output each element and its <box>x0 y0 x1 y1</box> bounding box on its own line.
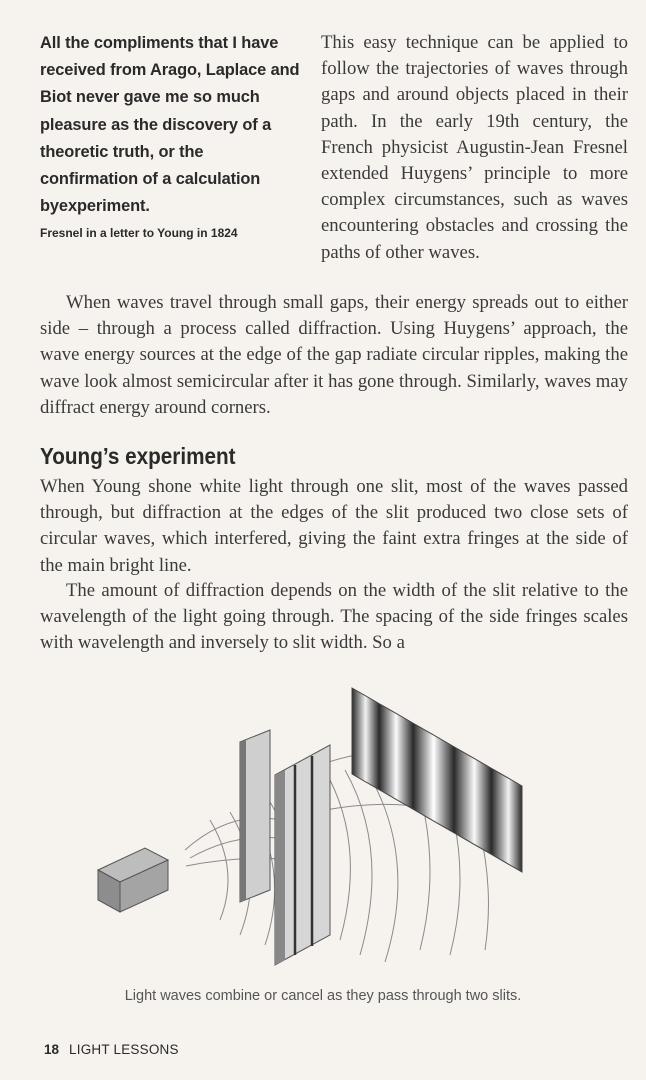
intro-column-text: This easy technique can be applied to follow the trajectories of waves through gaps and around objects placed in their path. In the early 19th century, the French physicist Augustin-Jean Fresnel extended Huygens’ principle to more complex circumstances, such as waves encountering obstacles and crossing the paths of other waves. <box>321 32 628 263</box>
double-slit-barrier <box>275 745 330 965</box>
paragraph-young-2: The amount of diffraction depends on the width of the slit relative to the wavelength of the light going through. The spacing of the side fringes scales with wavelength and inversely to slit width. So a <box>40 580 628 654</box>
quote-attribution: Fresnel in a letter to Young in 1824 <box>40 226 238 241</box>
section-heading: Young’s experiment <box>40 443 236 469</box>
fringe-screen <box>352 688 522 872</box>
paragraph-diffraction: When waves travel through small gaps, their energy spreads out to either side – through a process called diffraction. Using Huygens’ approach, the wave energy sources at the edge of the gap radiate circular ripples, making the wave look almost semicircular after it has gone through. Similarly, waves may diffract energy around corners. <box>40 292 628 418</box>
page-number: 18 <box>44 1042 60 1057</box>
sidebar-quote-box <box>40 30 302 240</box>
paragraph-young-1: When Young shone white light through one slit, most of the waves passed through, but diffraction at the edges of the slit produced two close sets of circular waves, which interfered, giving the faint extra fringes at the side of the main bright line. <box>40 476 628 576</box>
page-footer <box>44 1042 179 1057</box>
single-slit-barrier <box>240 730 270 902</box>
figure-caption: Light waves combine or cancel as they pass through two slits. <box>124 988 522 1004</box>
sidebar-quote: All the compliments that I have received from Arago, Laplace and Biot never gave me so much pleasure as the discovery of a theoretic truth, or the confirmation of a calculation byexperiment. <box>40 34 300 216</box>
light-source-box <box>98 848 168 912</box>
running-section-title: LIGHT LESSONS <box>69 1042 179 1057</box>
double-slit-illustration <box>90 680 550 970</box>
